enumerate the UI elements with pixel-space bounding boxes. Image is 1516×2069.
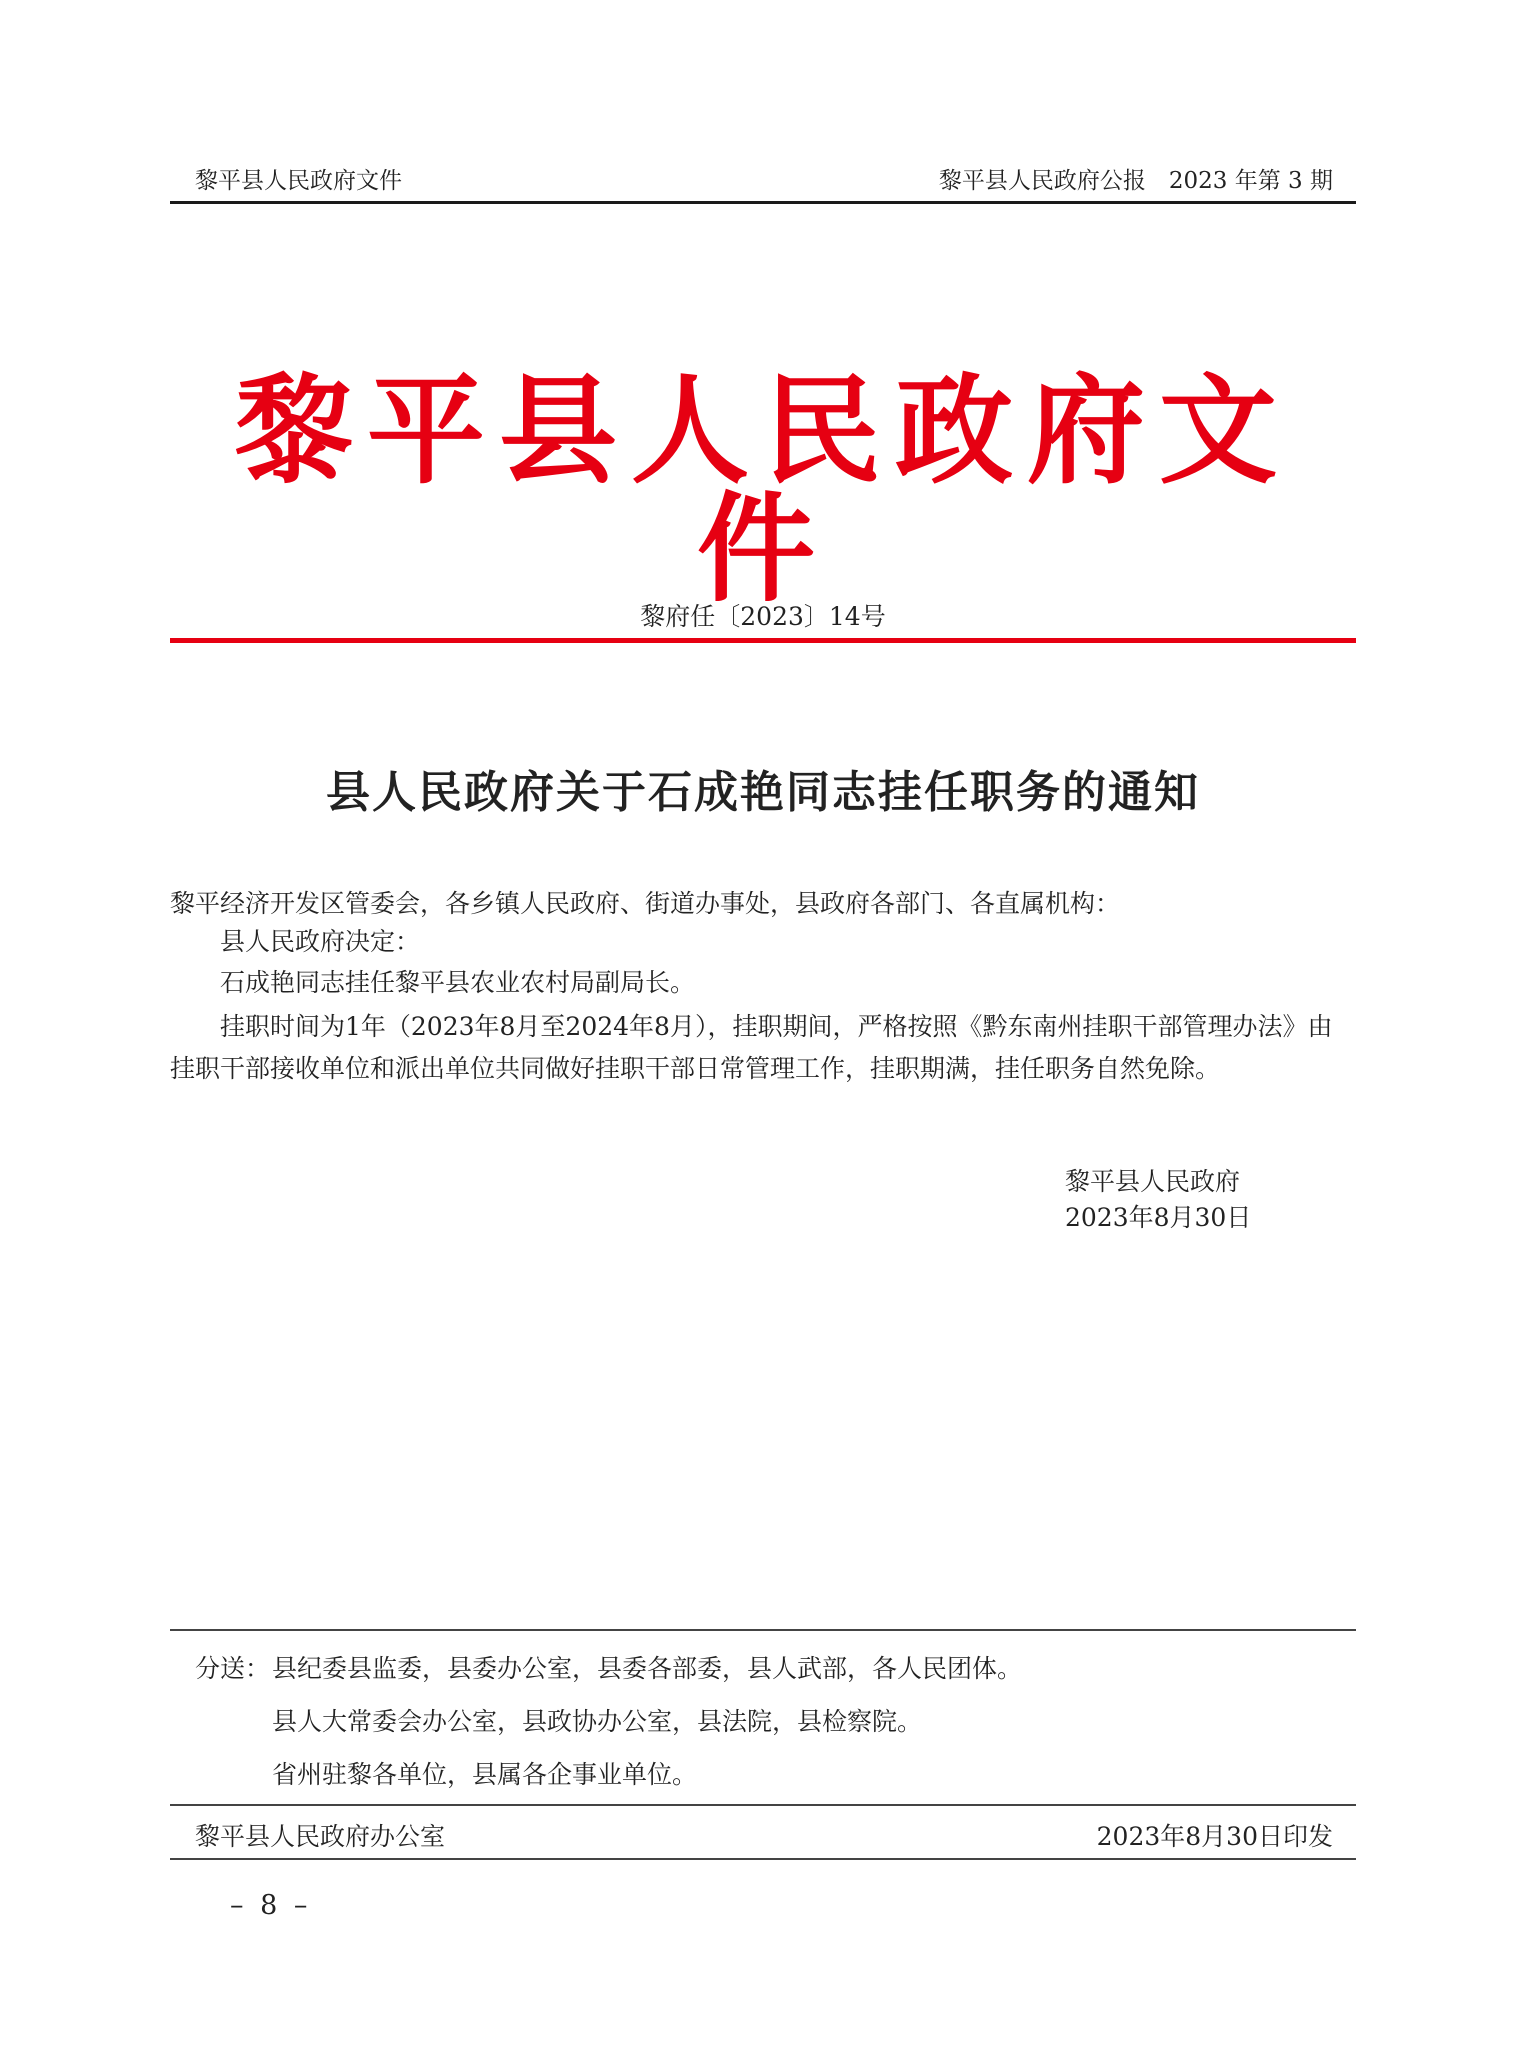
issue-date: 2023年8月30日印发 [1096, 1822, 1333, 1851]
distribution-bottom-rule [170, 1858, 1356, 1860]
body-paragraph-3: 挂职时间为1年（2023年8月至2024年8月），挂职期间，严格按照《黔东南州挂职干部管理办法》由挂职干部接收单位和派出单位共同做好挂职干部日常管理工作，挂职期满，挂任职务自然免除。 [170, 1012, 1333, 1083]
distribution-label: 分送： [195, 1654, 271, 1683]
red-divider [170, 638, 1356, 643]
document-number: 黎府任〔2023〕14号 [640, 602, 886, 631]
signature-org: 黎平县人民政府 [1065, 1167, 1241, 1196]
running-header-right: 黎平县人民政府公报 2023 年第 3 期 [938, 168, 1333, 194]
signature-date: 2023年8月30日 [1065, 1203, 1252, 1232]
salutation: 黎平经济开发区管委会，各乡镇人民政府、街道办事处，县政府各部门、各直属机构： [170, 889, 1121, 918]
header-divider [170, 201, 1356, 204]
distribution-line-3: 省州驻黎各单位，县属各企事业单位。 [272, 1760, 698, 1789]
body-paragraph-2: 石成艳同志挂任黎平县农业农村局副局长。 [220, 968, 696, 997]
issuing-office: 黎平县人民政府办公室 [195, 1822, 446, 1851]
notice-title: 县人民政府关于石成艳同志挂任职务的通知 [326, 767, 1200, 818]
distribution-top-rule [170, 1629, 1356, 1631]
distribution-line-1: 县纪委县监委，县委办公室，县委各部委，县人武部，各人民团体。 [272, 1654, 1023, 1683]
distribution-mid-rule [170, 1804, 1356, 1806]
running-header-left: 黎平县人民政府文件 [195, 168, 402, 194]
page-number: – 8 – [230, 1890, 312, 1921]
distribution-line-2: 县人大常委会办公室，县政协办公室，县法院，县检察院。 [272, 1707, 923, 1736]
body-paragraph-1: 县人民政府决定： [220, 927, 421, 956]
red-masthead: 黎平县人民政府文件 [234, 361, 1291, 618]
